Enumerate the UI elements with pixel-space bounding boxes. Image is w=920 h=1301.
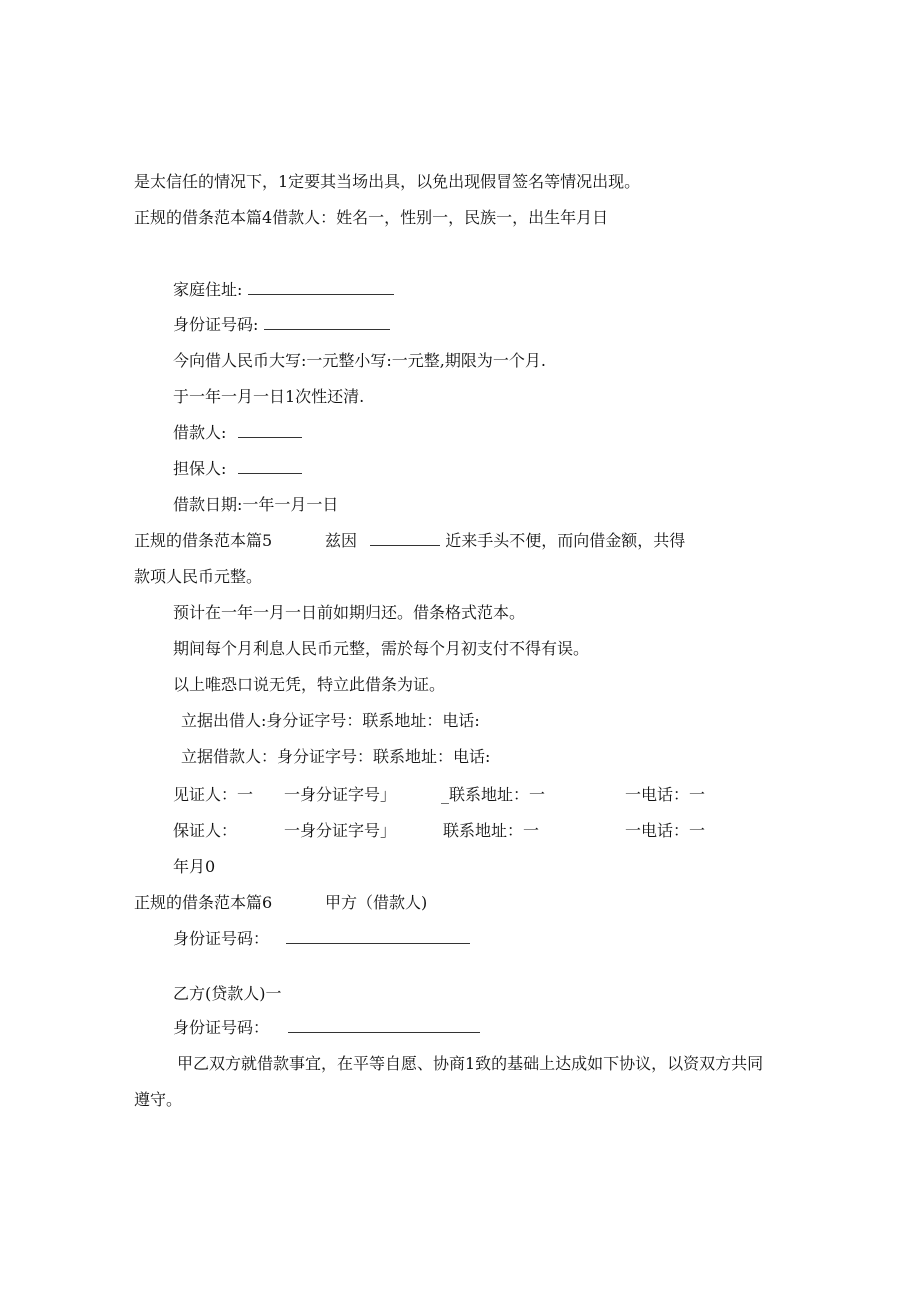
- guarantor-row-label: 保证人：: [173, 821, 238, 840]
- guarantor-row-address: 联系地址：一: [443, 821, 540, 840]
- address-label: 家庭住址:: [173, 280, 243, 299]
- party-a-label: 甲方（借款人): [325, 893, 428, 912]
- guarantor-row-phone: 一电话：一: [625, 821, 706, 840]
- party-b-label: 乙方(贷款人)一: [173, 984, 282, 1003]
- borrower-field: [173, 422, 302, 444]
- guarantor-row-id: 一身分证字号」: [284, 821, 397, 840]
- id-number-label: 身份证号码:: [173, 315, 259, 334]
- section-4-heading: 正规的借条范本篇4借款人：姓名一，性别一，民族一，出生年月日: [134, 208, 609, 227]
- reason-blank: [370, 531, 440, 546]
- repay-date-line: 于一年一月一日1次性还清.: [173, 387, 365, 406]
- section-5-heading: 正规的借条范本篇5: [134, 531, 273, 550]
- section-5-reason: [325, 530, 685, 552]
- lender-signature-line: 立据出借人:身分证字号：联系地址：电话:: [181, 711, 480, 730]
- id-number-field: [173, 314, 390, 336]
- borrower-signature-line: 立据借款人：身分证字号：联系地址：电话:: [181, 747, 491, 766]
- party-a-id-field: [173, 928, 470, 950]
- party-b-id-blank: [288, 1018, 480, 1033]
- loan-date-line: 借款日期:一年一月一日: [173, 495, 339, 514]
- guarantor-field: [173, 458, 302, 480]
- paragraph-line: 是太信任的情况下，1定要其当场出具，以免出现假冒签名等情况出现。: [134, 172, 641, 191]
- reason-text: 近来手头不便，而向借金额，共得: [445, 531, 686, 550]
- because-label: 兹因: [325, 531, 358, 550]
- party-b-id-field: [173, 1017, 480, 1039]
- guarantor-blank: [238, 459, 302, 474]
- agreement-line: 甲乙双方就借款事宜，在平等自愿、协商1致的基础上达成如下协议，以资双方共同: [177, 1054, 764, 1073]
- paragraph-line: 款项人民币元整。: [134, 567, 263, 586]
- agreement-line-end: 遵守。: [134, 1090, 183, 1109]
- party-a-id-label: 身份证号码：: [173, 929, 270, 948]
- date-line: 年月0: [173, 857, 216, 876]
- paragraph-line: 预计在一年一月一日前如期归还。借条格式范本。: [173, 603, 526, 622]
- address-field: [173, 279, 394, 301]
- id-number-blank: [264, 315, 390, 330]
- witness-address: _联系地址：一: [441, 785, 546, 804]
- address-blank: [248, 280, 394, 295]
- guarantor-label: 担保人:: [173, 459, 227, 478]
- witness-phone: 一电话：一: [625, 785, 706, 804]
- paragraph-line: 期间每个月利息人民币元整，需於每个月初支付不得有误。: [173, 639, 590, 658]
- witness-id: 一身分证字号」: [284, 785, 397, 804]
- section-6-heading: 正规的借条范本篇6: [134, 893, 273, 912]
- borrower-blank: [238, 423, 302, 438]
- witness-label: 见证人：一: [173, 785, 254, 804]
- loan-amount-line: 今向借人民币大写:一元整小写:一元整,期限为一个月.: [173, 351, 546, 370]
- paragraph-line: 以上唯恐口说无凭，特立此借条为证。: [173, 675, 446, 694]
- borrower-label: 借款人:: [173, 423, 227, 442]
- party-a-id-blank: [286, 929, 470, 944]
- party-b-id-label: 身份证号码：: [173, 1018, 270, 1037]
